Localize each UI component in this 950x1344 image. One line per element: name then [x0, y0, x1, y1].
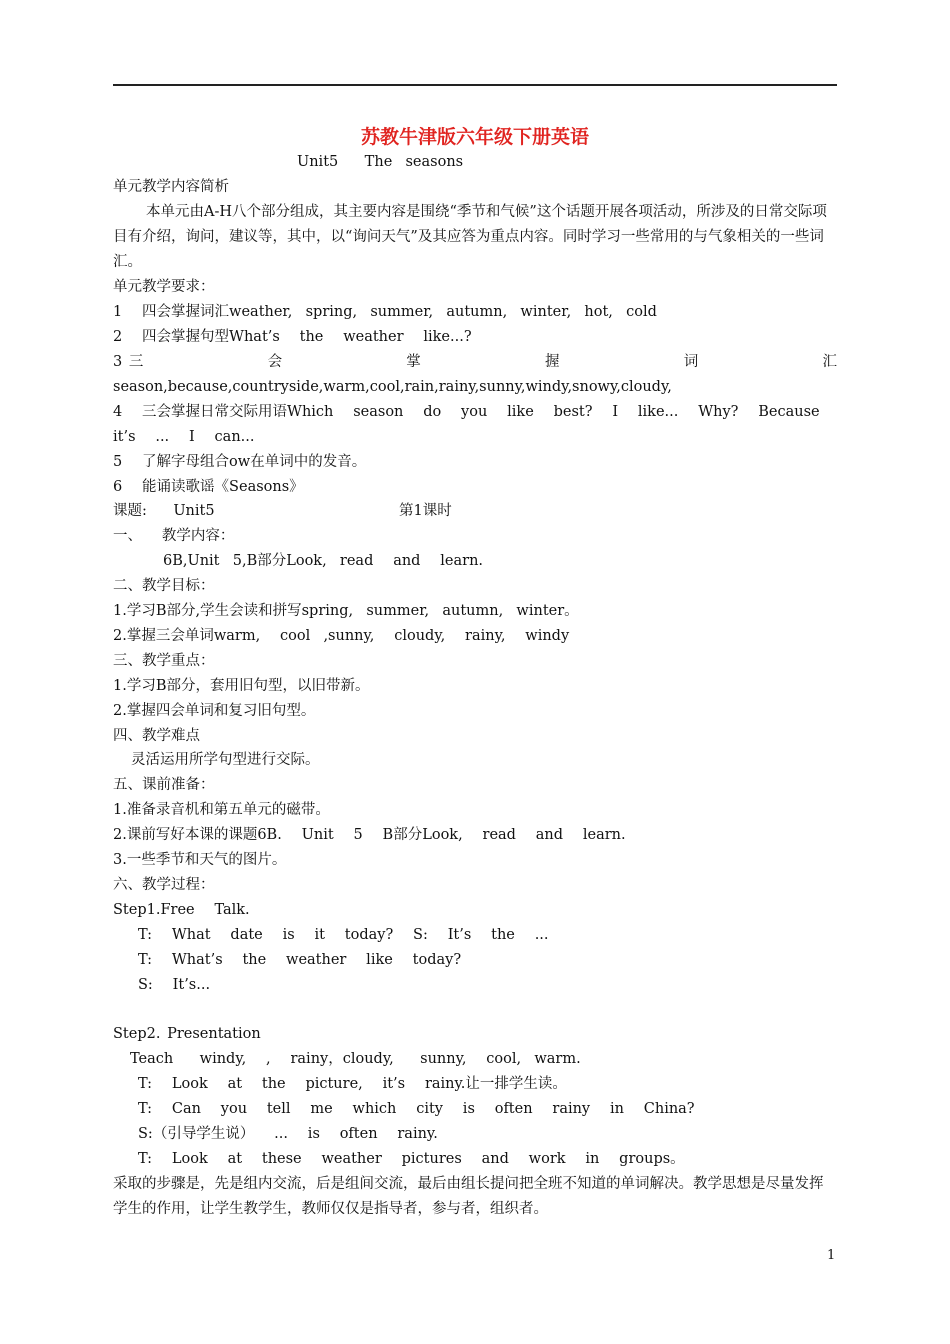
req3-word: 3 三	[113, 354, 144, 370]
step-1-line: T: What’s the weather like today?	[138, 952, 462, 968]
req3-word: 会	[267, 354, 283, 370]
section-4-heading: 四、教学难点	[113, 728, 200, 744]
step-2-line: T: Look at these weather pictures and work in groups。	[138, 1151, 685, 1167]
page-number: 1	[827, 1248, 836, 1263]
step-1-line: T: What date is it today? S: It’s the ...	[138, 927, 549, 943]
section-1-heading: 一、 教学内容：	[113, 528, 235, 544]
section-3-item-2: 2.掌握四会单词和复习旧句型。	[113, 703, 316, 719]
req3-word: 握	[545, 354, 560, 370]
requirement-6: 6 能诵读歌谣《Seasons》	[113, 479, 304, 495]
step-2-line: S:（引导学生说） ... is often rainy.	[138, 1126, 438, 1142]
closing-paragraph: 采取的步骤是，先是组内交流，后是组间交流，最后由组长提问把全班不知道的单词解决。教学思想是尽量发挥学生的作用，让学生教学生，教师仅仅是指导者，参与者，组织者。	[113, 1176, 824, 1217]
lesson-period: 第1课时	[399, 503, 452, 519]
section-5-item-2: 2.课前写好本课的课题6B. Unit 5 B部分Look, read and learn.	[113, 827, 626, 843]
requirement-3-vocab: season,because,countryside,warm,cool,rain,rainy,sunny,windy,snowy,cloudy,	[113, 379, 672, 395]
document-subtitle: Unit5 The seasons	[297, 154, 464, 170]
step-1-line: S: It’s...	[138, 977, 211, 993]
section-5-item-3: 3.一些季节和天气的图片。	[113, 852, 287, 868]
section-1-content: 6B,Unit 5,B部分Look, read and learn.	[163, 553, 484, 569]
requirement-4: 4 三会掌握日常交际用语Which season do you like best? I like... Why? Because	[113, 404, 820, 420]
section-5-item-1: 1.准备录音机和第五单元的磁带。	[113, 802, 330, 818]
section-3-item-1: 1.学习B部分，套用旧句型，以旧带新。	[113, 678, 370, 694]
requirement-5: 5 了解字母组合ow在单词中的发音。	[113, 454, 367, 470]
step-1-heading: Step1.Free Talk.	[113, 902, 250, 918]
step-2-line: T: Look at the picture, it’s rainy.让一排学生读。	[138, 1076, 567, 1092]
requirement-3	[113, 350, 837, 375]
req3-word: 掌	[406, 354, 421, 370]
step-2-heading: Step2. Presentation	[113, 1026, 261, 1042]
section-2-heading: 二、教学目标：	[113, 578, 215, 594]
header-rule	[113, 84, 837, 86]
req3-word: 汇	[822, 354, 837, 370]
section-2-item-2: 2.掌握三会单词warm, cool ,sunny, cloudy, rainy, windy	[113, 628, 570, 644]
section-2-item-1: 1.学习B部分,学生会读和拼写spring, summer, autumn, winter。	[113, 603, 579, 619]
section-5-heading: 五、课前准备：	[113, 777, 215, 793]
requirement-1: 1 四会掌握词汇weather, spring, summer, autumn, winter, hot, cold	[113, 304, 657, 320]
section-4-content: 灵活运用所学句型进行交际。	[131, 752, 320, 768]
section-6-heading: 六、教学过程：	[113, 877, 215, 893]
document-title: 苏教牛津版六年级下册英语	[360, 126, 589, 148]
analysis-paragraph: 本单元由A-H八个部分组成，其主要内容是围绕“季节和气候”这个话题开展各项活动，所涉及的日常交际项目有介绍，询问，建议等，其中，以“询问天气”及其应答为重点内容。同时学习一些常用的与气象相关的一些词汇。	[113, 204, 827, 270]
req3-word: 词	[683, 354, 699, 370]
lesson-topic: 课题: Unit5	[113, 503, 215, 519]
step-2-line: T: Can you tell me which city is often rainy in China?	[138, 1101, 695, 1117]
requirement-4-cont: it’s ... I can...	[113, 429, 255, 445]
analysis-heading: 单元教学内容简析	[113, 179, 229, 195]
step-2-line: Teach windy, , rainy，cloudy, sunny, cool, warm.	[130, 1051, 581, 1067]
requirements-heading: 单元教学要求：	[113, 279, 215, 295]
requirement-2: 2 四会掌握句型What’s the weather like...?	[113, 329, 472, 345]
section-3-heading: 三、教学重点：	[113, 653, 215, 669]
